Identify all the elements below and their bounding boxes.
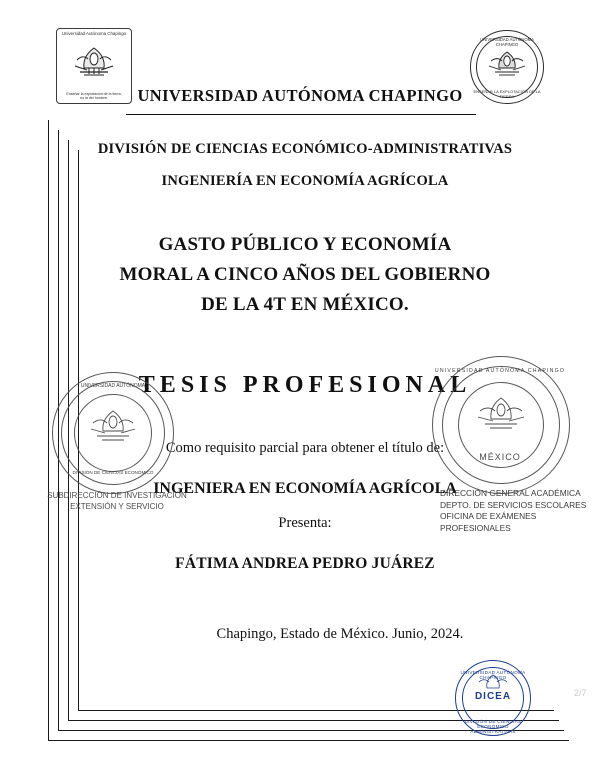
- faint-page-mark: 2/7: [574, 688, 587, 698]
- academic-direction-stamp-text: [440, 488, 590, 534]
- stamp-right-text-line-1: DIRECCIÓN GENERAL ACADÉMICA: [440, 488, 581, 498]
- dicea-seal-icon: [455, 660, 531, 736]
- chapingo-crest-svg: [67, 44, 121, 88]
- research-subdirection-stamp: [47, 372, 187, 511]
- academic-direction-stamp: [432, 356, 570, 494]
- seal-arc-bottom-text: ENSEÑAR LA EXPLOTACIÓN DE LA TIERRA: [473, 89, 541, 99]
- stamp-left-arc-top: UNIVERSIDAD AUTÓNOMA: [80, 383, 146, 389]
- dicea-crest-svg: [475, 673, 511, 693]
- stamp-left-crest-svg: [83, 405, 143, 457]
- degree-name: INGENIERA EN ECONOMÍA AGRÍCOLA: [153, 480, 457, 497]
- chapingo-logo-motto: Enseñar la explotación de la tierra, no la del hombre.: [66, 91, 122, 101]
- thesis-title-line-2: MORAL A CINCO AÑOS DEL GOBIERNO: [119, 264, 491, 285]
- stamp-right-text-line-2: DEPTO. DE SERVICIOS ESCOLARES: [440, 499, 587, 510]
- dicea-acronym: DICEA: [474, 691, 512, 702]
- stamp-left-arc-bottom: DIVISIÓN DE CIENCIAS ECONÓMICO: [72, 470, 154, 475]
- stamp-right-arc-top: UNIVERSIDAD AUTÓNOMA CHAPINGO: [434, 368, 566, 374]
- seal-crest-svg: [485, 49, 529, 85]
- stamp-left-text-line-1: SUBDIRECCIÓN DE INVESTIGACIÓN: [47, 491, 187, 500]
- division-name: DIVISIÓN DE CIENCIAS ECONÓMICO-ADMINISTRATIVAS: [97, 141, 513, 157]
- seal-arc-top-text: UNIVERSIDAD AUTÓNOMA CHAPINGO: [480, 37, 534, 47]
- stamp-right-center-label: MÉXICO: [479, 452, 521, 462]
- chapingo-logo-icon: [56, 28, 132, 104]
- stamp-right-crest-svg: [470, 392, 532, 446]
- thesis-title-line-1: GASTO PÚBLICO Y ECONOMÍA: [158, 234, 452, 255]
- stamp-right-text-line-3: OFICINA DE EXÁMENES PROFESIONALES: [440, 511, 537, 533]
- presents-label: Presenta:: [278, 515, 332, 531]
- dicea-arc-bottom-text: DIVISIÓN DE CIENCIAS ECONÓMICO ADMINISTRATIVAS: [464, 719, 522, 734]
- career-name: INGENIERÍA EN ECONOMÍA AGRÍCOLA: [161, 173, 449, 189]
- thesis-label: TESIS PROFESIONAL: [138, 372, 472, 398]
- chapingo-seal-icon: [470, 30, 544, 104]
- header-rule: [126, 114, 476, 115]
- chapingo-logo-arc-text: Universidad Autónoma Chapingo: [61, 31, 127, 36]
- stamp-left-text: [42, 490, 192, 512]
- stamp-left-text-line-2: EXTENSIÓN Y SERVICIO: [70, 502, 164, 511]
- university-name: UNIVERSIDAD AUTÓNOMA CHAPINGO: [137, 86, 463, 105]
- thesis-title: [80, 230, 530, 320]
- dicea-arc-top-text: UNIVERSIDAD AUTÓNOMA CHAPINGO: [460, 670, 526, 680]
- place-and-date: Chapingo, Estado de México. Junio, 2024.: [216, 626, 464, 642]
- author-name: FÁTIMA ANDREA PEDRO JUÁREZ: [175, 555, 435, 572]
- thesis-title-line-3: DE LA 4T EN MÉXICO.: [201, 294, 409, 315]
- requirement-text: Como requisito parcial para obtener el título de:: [165, 440, 445, 456]
